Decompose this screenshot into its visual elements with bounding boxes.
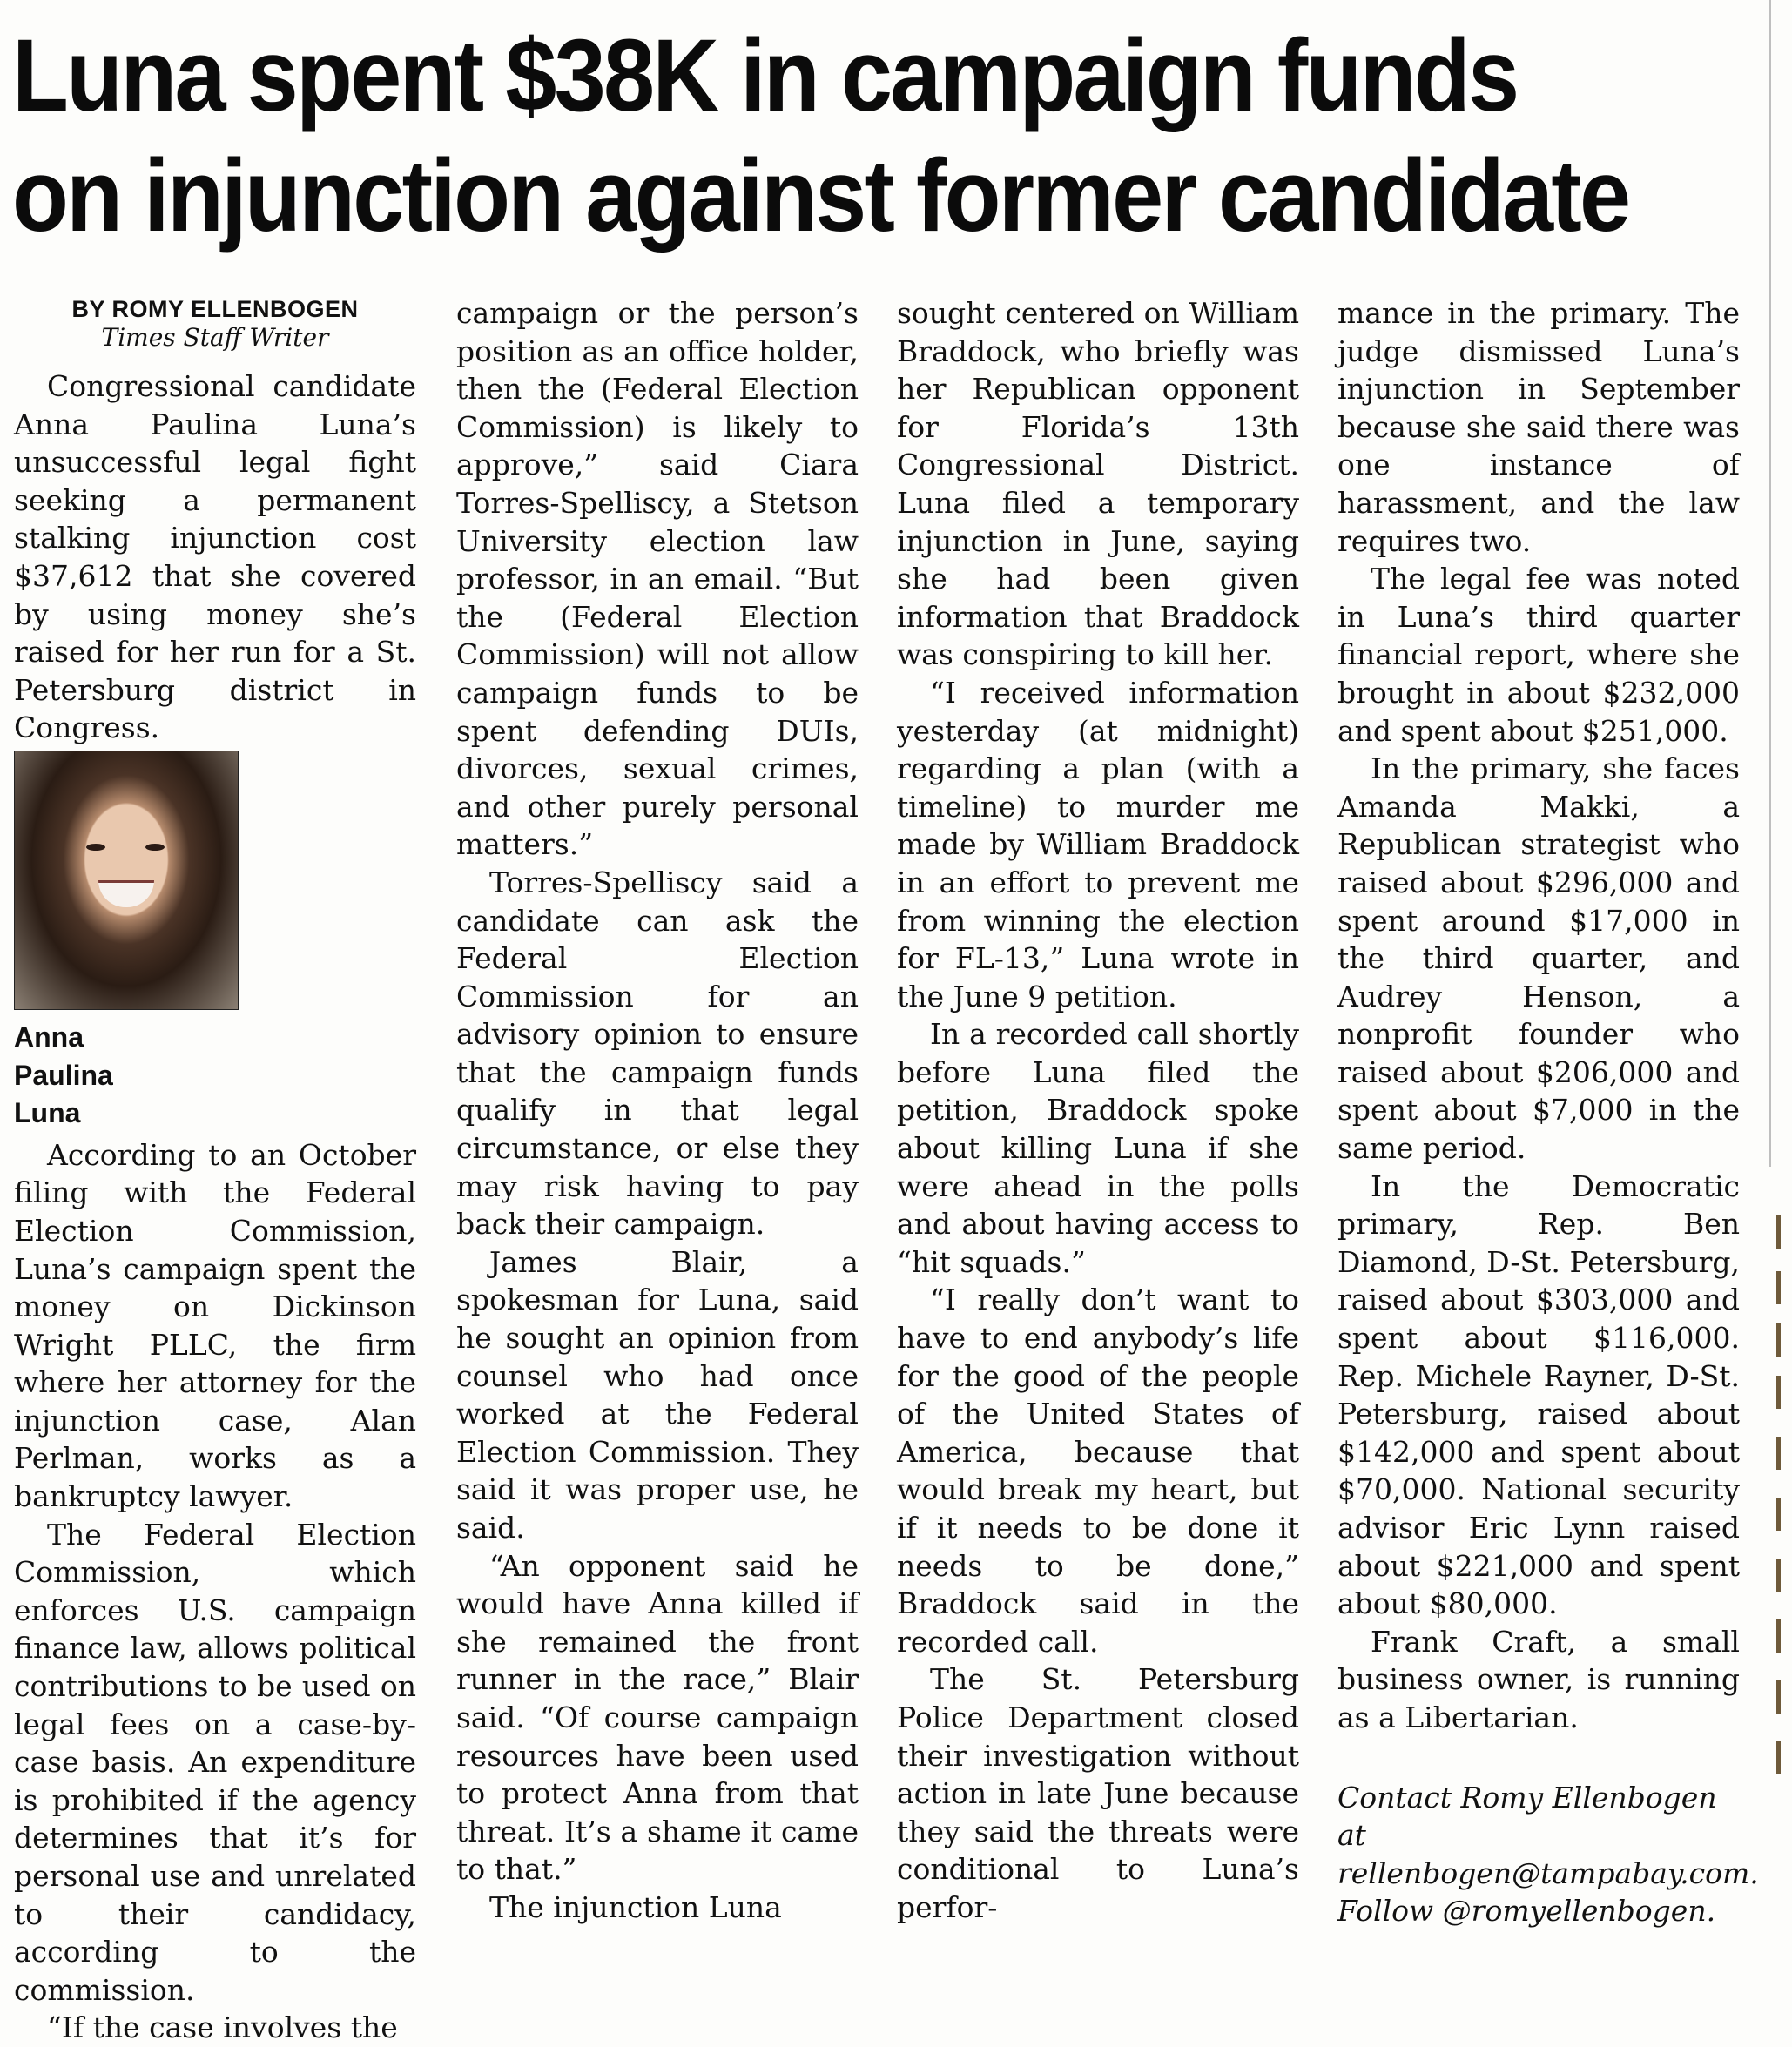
paragraph: James Blair, a spokesman for Luna, said he sought an opinion from counsel who had once worked at the Federal Election Commission. They said it was proper use, he said.	[456, 1244, 859, 1545]
paragraph: The legal fee was noted in Luna’s third quarter financial report, where she brought in about $232,000 and spent about $251,000.	[1337, 562, 1740, 748]
paragraph: The Federal Election Commission, which enforces U.S. campaign finance law, allows political contributions to be used on legal fees on a case-by-case basis. An expenditure is prohibited if the agency determines that it’s for personal use and unrelated to their candidacy, according to the commission.	[14, 1517, 416, 2007]
paragraph: In a recorded call shortly before Luna filed the petition, Braddock spoke about killing Luna if she were ahead in the polls and about having access to “hit squads.”	[897, 1017, 1299, 1279]
paragraph: “I received information yesterday (at midnight) regarding a plan (with a timeline) to murder me made by William Braddock in an effort to prevent me from winning the election for FL-13,” Luna wrote in the June 9 petition.	[897, 675, 1299, 1013]
byline-role: Times Staff Writer	[101, 323, 329, 352]
paragraph: In the Democratic primary, Rep. Ben Diamond, D-St. Petersburg, raised about $303,000 and spent about $116,000. Rep. Michele Rayner, D-St. Petersburg, raised about $142,000 and spent about $70,000. National security advisor Eric Lynn raised about $221,000 and spent about $80,000.	[1337, 1168, 1740, 1621]
article-column-4	[1337, 294, 1759, 1929]
paragraph: sought centered on William Braddock, who briefly was her Republican opponent for Florida’s 13th Congressional District. Luna filed a temporary injunction in June, saying she had been given information that Braddock was conspiring to kill her.	[897, 296, 1299, 672]
paragraph: mance in the primary. The judge dismissed Luna’s injunction in September because she said there was one instance of harassment, and the law requires two.	[1337, 296, 1740, 558]
article-column-2	[456, 294, 859, 1924]
paragraph: campaign or the person’s position as an office holder, then the (Federal Election Commission) is likely to approve,” said Ciara Torres-Spelliscy, a Stetson University election law professor, in an email. “But the (Federal Election Commission) will not allow campaign funds to be spent defending DUIs, divorces, sexual crimes, and other purely personal matters.”	[456, 296, 859, 862]
byline-author: BY ROMY ELLENBOGEN	[71, 296, 359, 322]
photo-caption: Anna Paulina Luna	[14, 1020, 113, 1129]
paragraph: “An opponent said he would have Anna killed if she remained the front runner in the race,” Blair said. “Of course campaign resources have been used to protect Anna from that threat. It’s a shame it came to that.”	[456, 1548, 859, 1887]
paragraph: The injunction Luna	[489, 1889, 782, 1924]
paragraph: The St. Petersburg Police Department closed their investigation without action in late June because they said the threats were conditional to Luna’s perfor-	[897, 1662, 1299, 1924]
contact-email: rellenbogen@tampabay.com.	[1337, 1855, 1759, 1890]
headline	[12, 16, 1629, 256]
photo-block	[14, 751, 239, 1133]
headline-line-2: on injunction against former candidate	[12, 138, 1629, 253]
contact-social: Follow @romyellenbogen.	[1337, 1894, 1716, 1929]
article-column-3	[897, 294, 1299, 1924]
page-edge-strip	[1766, 0, 1792, 1808]
paragraph-with-photo	[14, 747, 416, 1516]
paragraph: Torres-Spelliscy said a candidate can ask the Federal Election Commission for an advisory opinion to ensure that the campaign funds qualify in that legal circumstance, or else they may risk having to pay back their campaign.	[456, 865, 859, 1242]
paragraph: Congressional candidate Anna Paulina Luna’s unsuccessful legal fight seeking a permanent stalking injunction cost $37,612 that she covered by using money she’s raised for her run for a St. Petersburg district in Congress.	[14, 369, 416, 745]
paragraph: In the primary, she faces Amanda Makki, a Republican strategist who raised about $296,000 and spent around $17,000 in the third quarter, and Audrey Henson, a nonprofit founder who raised about $206,000 and spent about $7,000 in the same period.	[1337, 751, 1740, 1166]
paragraph: “I really don’t want to have to end anybody’s life for the good of the people of the United States of America, because that would break my heart, but if it needs to be done it needs to be done,” Braddock said in the recorded call.	[897, 1283, 1299, 1659]
article-column-1	[14, 294, 416, 2045]
contact-line: Contact Romy Ellenbogen at	[1337, 1780, 1717, 1853]
paragraph-text: According to an October filing with the Federal Election Commission, Luna’s campaign spent the money on Dickinson Wright PLLC, the firm where her attorney for the injunction case, Alan Perlman, works as a bankruptcy lawyer.	[14, 1137, 416, 1514]
contact-info	[1337, 1779, 1759, 1930]
paragraph: Frank Craft, a small business owner, is running as a Libertarian.	[1337, 1624, 1740, 1734]
headline-line-1: Luna spent $38K in campaign funds	[12, 18, 1518, 133]
paragraph: “If the case involves the	[47, 2010, 398, 2045]
portrait-photo	[14, 751, 239, 1010]
